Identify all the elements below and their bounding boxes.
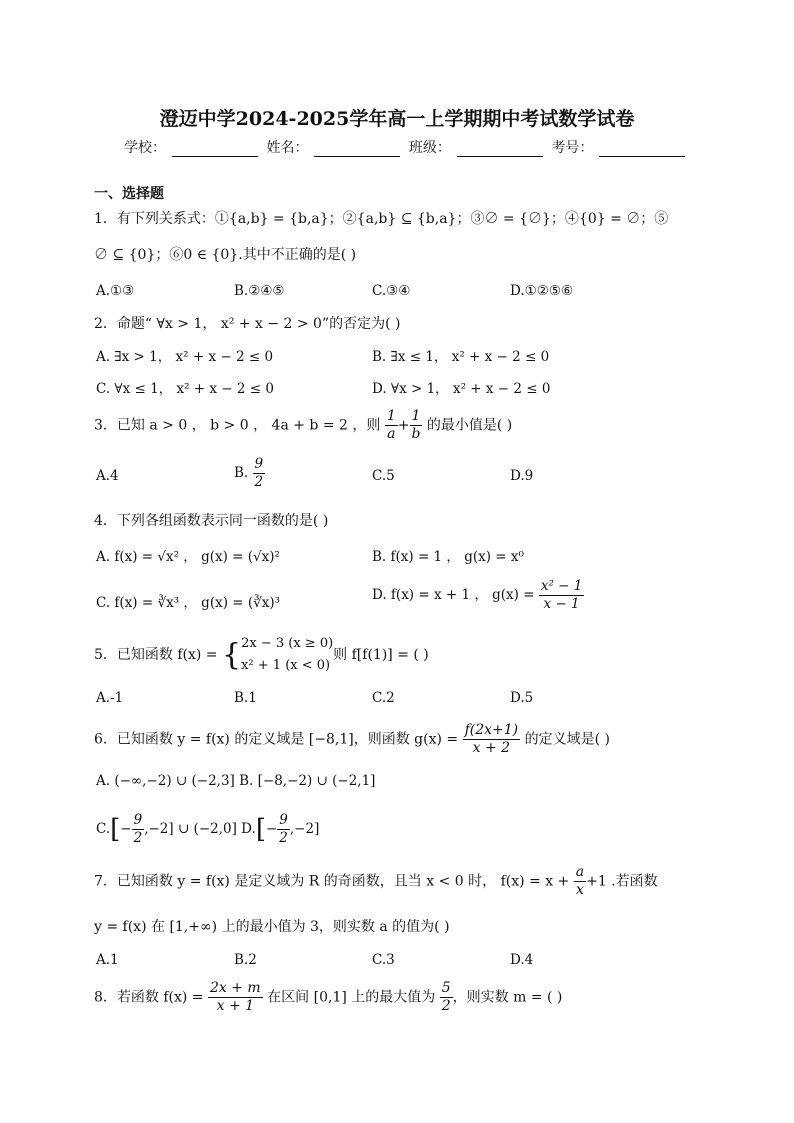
q4-option-b: B. f(x) = 1 ， g(x) = x⁰ (372, 549, 524, 565)
q3-option-a: A.4 (96, 468, 119, 484)
q3-option-d: D.9 (510, 468, 534, 484)
q5-brace: { (222, 637, 242, 673)
q3-optb-den: 2 (254, 474, 264, 490)
q6-d-label: D. (241, 821, 256, 837)
class-label: 班级： (408, 140, 451, 156)
q8-den: x + 1 (216, 998, 255, 1014)
name-blank (314, 142, 400, 157)
q7-stem-2: y = f(x) 在 [1,+∞) 上的最小值为 3，则实数 a 的值为( ) (94, 919, 450, 935)
q6-den: x + 2 (472, 740, 511, 756)
q6-d-frac (277, 812, 290, 847)
number-blank (599, 142, 685, 157)
q4-option-d-text: D. f(x) = x + 1 ， g(x) = (372, 587, 535, 603)
q5-case-2: x² + 1 (x < 0) (241, 658, 331, 673)
q3-plus: + (397, 417, 410, 434)
q1-option-b: B.②④⑤ (234, 283, 285, 299)
q3-option-b (234, 456, 265, 491)
q7-option-c: C.3 (372, 952, 395, 968)
school-label: 学校： (124, 140, 166, 156)
q5-option-c: C.2 (372, 690, 395, 706)
q4-d-num: x² − 1 (540, 578, 583, 594)
q4-option-d-frac (539, 578, 585, 613)
q5-option-b: B.1 (234, 690, 257, 706)
q1-option-c: C.③④ (372, 283, 411, 299)
q4-d-den: x − 1 (543, 596, 580, 612)
q4-option-a: A. f(x) = √x² ， g(x) = (√x)² (96, 549, 280, 565)
q7-stem (94, 864, 658, 899)
q3-frac-1 (385, 408, 398, 443)
q8-den2: 2 (441, 998, 451, 1014)
q1-stem-2: ∅ ⊆ {0}；⑥0 ∈ {0}.其中不正确的是( ) (94, 247, 357, 263)
q4-option-d (372, 578, 584, 613)
q1-option-a: A.①③ (96, 283, 135, 299)
q8-num: 2x + m (210, 980, 261, 996)
q7-option-a: A.1 (96, 952, 119, 968)
q6-c-label: C. (96, 821, 111, 837)
q7-stem-a: 7．已知函数 y = f(x) 是定义域为 R 的奇函数，且当 x < 0 时， f(x) = x + (94, 873, 570, 890)
q6-option-ab: A. (−∞,−2) ∪ (−2,3] B. [−8,−2) ∪ (−2,1] (96, 773, 376, 789)
q6-c-den: 2 (133, 830, 143, 846)
q2-option-b: B. ∃x ≤ 1， x² + x − 2 ≤ 0 (372, 349, 550, 365)
q5-option-d: D.5 (510, 690, 534, 706)
q8-frac (208, 980, 263, 1015)
q6-d-num: 9 (279, 812, 288, 828)
q5-option-a: A.-1 (96, 690, 124, 706)
q3-stem (94, 408, 512, 443)
q4-option-c: C. f(x) = ∛x³ ， g(x) = (∛x)³ (96, 595, 281, 611)
q8-stem-b: 在区间 [0,1] 上的最大值为 (267, 989, 436, 1006)
q4-stem: 4．下列各组函数表示同一函数的是( ) (94, 513, 329, 529)
q3-optb-num: 9 (254, 456, 264, 472)
q3-frac2-den: b (411, 426, 421, 442)
q6-d-rest: ,−2] (289, 821, 320, 837)
q7-frac (574, 864, 586, 899)
q3-option-c: C.5 (372, 468, 395, 484)
q5-piecewise (241, 633, 333, 677)
class-blank (457, 142, 543, 157)
page-title: 澄迈中学2024-2025学年高一上学期期中考试数学试卷 (159, 108, 635, 130)
q5-case-1: 2x − 3 (x ≥ 0) (241, 636, 334, 651)
q6-frac (463, 722, 521, 757)
q3-option-b-frac (253, 456, 266, 491)
q7-den: x (575, 882, 584, 898)
q8-stem-a: 8．若函数 f(x) = (94, 989, 204, 1006)
q6-d-bracket: [ (255, 814, 266, 845)
q6-stem (94, 722, 610, 757)
q3-frac1-num: 1 (386, 408, 396, 424)
q6-c-num: 9 (133, 812, 143, 828)
q8-num2: 5 (441, 980, 451, 996)
q6-c-bracket: [ (110, 814, 121, 845)
q2-stem: 2．命题“ ∀x > 1， x² + x − 2 > 0”的否定为( ) (94, 316, 401, 332)
q6-stem-b: 的定义域是( ) (524, 731, 610, 748)
q5-stem-b: 则 f[f(1)] = ( ) (333, 647, 429, 663)
q7-num: a (575, 864, 585, 880)
q3-frac2-num: 1 (411, 408, 421, 424)
q1-stem: 1．有下列关系式：①{a,b} = {b,a}；②{a,b} ⊆ {b,a}；③∅ = {∅}；④{0} = ∅；⑤ (94, 211, 669, 227)
q6-d-den: 2 (279, 830, 288, 846)
number-label: 考号： (551, 140, 594, 156)
school-blank (172, 142, 258, 157)
q2-option-a: A. ∃x > 1， x² + x − 2 ≤ 0 (96, 349, 274, 365)
q6-c-frac (132, 812, 145, 847)
q7-stem-b: +1 .若函数 (586, 873, 658, 890)
q3-frac1-den: a (387, 426, 396, 442)
q7-option-d: D.4 (510, 952, 534, 968)
q8-stem (94, 980, 562, 1015)
q6-stem-a: 6．已知函数 y = f(x) 的定义域是 [−8,1]，则函数 g(x) = (94, 731, 459, 748)
q2-option-d: D. ∀x > 1， x² + x − 2 ≤ 0 (372, 381, 551, 397)
name-label: 姓名： (266, 140, 309, 156)
student-info-line (124, 137, 689, 157)
q2-option-c: C. ∀x ≤ 1， x² + x − 2 ≤ 0 (96, 381, 274, 397)
q8-frac-2 (440, 980, 453, 1015)
q6-num: f(2x+1) (464, 722, 519, 738)
q3-option-b-label: B. (234, 465, 249, 481)
q6-option-cd: C.[− $\frac{9}{2}$ ,−2] ∪ (−2,0] D.[− $\frac{9}{2}$ ,−2] (96, 812, 320, 846)
q1-option-d: D.①②⑤⑥ (510, 283, 574, 299)
q7-option-b: B.2 (234, 952, 257, 968)
section-heading: 一、选择题 (94, 186, 164, 202)
q8-stem-c: ，则实数 m = ( ) (452, 989, 563, 1006)
q3-stem-b: 的最小值是( ) (426, 417, 513, 434)
q3-frac-2 (410, 408, 423, 443)
q6-c-rest: ,−2] ∪ (−2,0] (144, 821, 237, 837)
q5-stem (94, 633, 429, 677)
q3-stem-a: 3．已知 a > 0 ， b > 0 ， 4a + b = 2 ，则 (94, 417, 381, 434)
q5-stem-a: 5．已知函数 f(x) = (94, 647, 218, 663)
